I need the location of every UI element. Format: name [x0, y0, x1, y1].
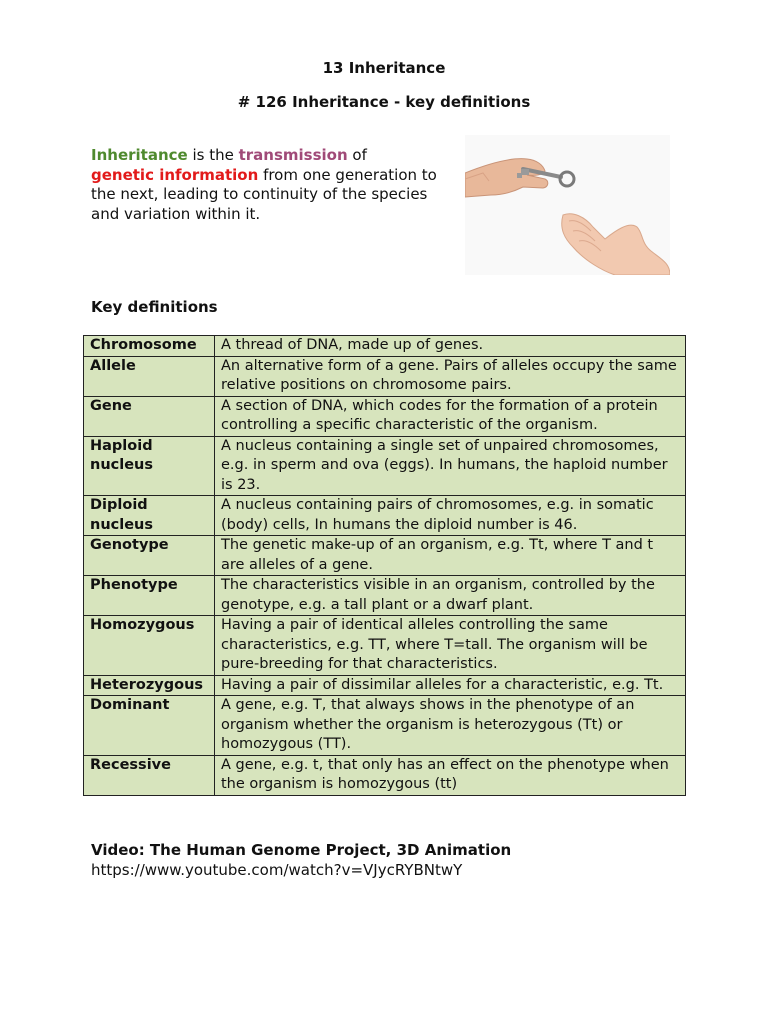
definition-text: A gene, e.g. t, that only has an effect on the phenotype when the organism is homozygous (tt)	[215, 755, 686, 795]
definitions-table-body	[84, 336, 686, 796]
definition-text: Having a pair of dissimilar alleles for a characteristic, e.g. Tt.	[215, 675, 686, 696]
definition-term: Phenotype	[84, 576, 215, 616]
chapter-title: 13 Inheritance	[322, 59, 446, 77]
hands-passing-key-image	[465, 135, 670, 275]
intro-text-2: of	[347, 146, 367, 164]
definition-row	[84, 696, 686, 756]
definition-term: Haploid nucleus	[84, 436, 215, 496]
video-url: https://www.youtube.com/watch?v=VJycRYBNtwY	[91, 860, 463, 879]
definition-text: The genetic make-up of an organism, e.g. Tt, where T and t are alleles of a gene.	[215, 536, 686, 576]
definition-row	[84, 576, 686, 616]
definition-term: Genotype	[84, 536, 215, 576]
definition-term: Diploid nucleus	[84, 496, 215, 536]
definition-row	[84, 396, 686, 436]
definition-term: Homozygous	[84, 616, 215, 676]
term-transmission: transmission	[238, 146, 348, 164]
definition-row	[84, 336, 686, 357]
key-definitions-heading: Key definitions	[91, 298, 218, 316]
definition-term: Heterozygous	[84, 675, 215, 696]
term-genetic-information: genetic information	[91, 165, 259, 184]
definition-text: A thread of DNA, made up of genes.	[215, 336, 686, 357]
definition-row	[84, 616, 686, 676]
intro-paragraph	[91, 146, 451, 224]
definition-row	[84, 356, 686, 396]
term-inheritance: Inheritance	[91, 146, 188, 164]
definition-text: Having a pair of identical alleles controlling the same characteristics, e.g. TT, where T=tall. The organism will be pure-breeding for that characteristics.	[215, 616, 686, 676]
definition-row	[84, 496, 686, 536]
definition-term: Dominant	[84, 696, 215, 756]
video-reference	[91, 841, 511, 880]
intro-text-1: is the	[187, 146, 239, 164]
definition-row	[84, 436, 686, 496]
definition-text: A gene, e.g. T, that always shows in the phenotype of an organism whether the organism is heterozygous (Tt) or homozygous (TT).	[215, 696, 686, 756]
intro-text-3: from one generation to the next, leading to continuity of the species and variation within it.	[91, 165, 437, 223]
definition-term: Chromosome	[84, 336, 215, 357]
definition-term: Gene	[84, 396, 215, 436]
definitions-table	[83, 335, 686, 796]
definition-text: A nucleus containing a single set of unpaired chromosomes, e.g. in sperm and ova (eggs). In humans, the haploid number is 23.	[215, 436, 686, 496]
definition-text: An alternative form of a gene. Pairs of alleles occupy the same relative positions on chromosome pairs.	[215, 356, 686, 396]
hands-passing-key-illustration	[465, 135, 670, 275]
definition-text: A nucleus containing pairs of chromosomes, e.g. in somatic (body) cells, In humans the diploid number is 46.	[215, 496, 686, 536]
definition-term: Recessive	[84, 755, 215, 795]
definition-row	[84, 675, 686, 696]
video-title: Video: The Human Genome Project, 3D Animation	[91, 841, 512, 859]
definition-text: The characteristics visible in an organism, controlled by the genotype, e.g. a tall plant or a dwarf plant.	[215, 576, 686, 616]
definition-row	[84, 536, 686, 576]
definition-term: Allele	[84, 356, 215, 396]
topic-title: # 126 Inheritance - key definitions	[237, 93, 531, 111]
definition-text: A section of DNA, which codes for the formation of a protein controlling a specific characteristic of the organism.	[215, 396, 686, 436]
definition-row	[84, 755, 686, 795]
